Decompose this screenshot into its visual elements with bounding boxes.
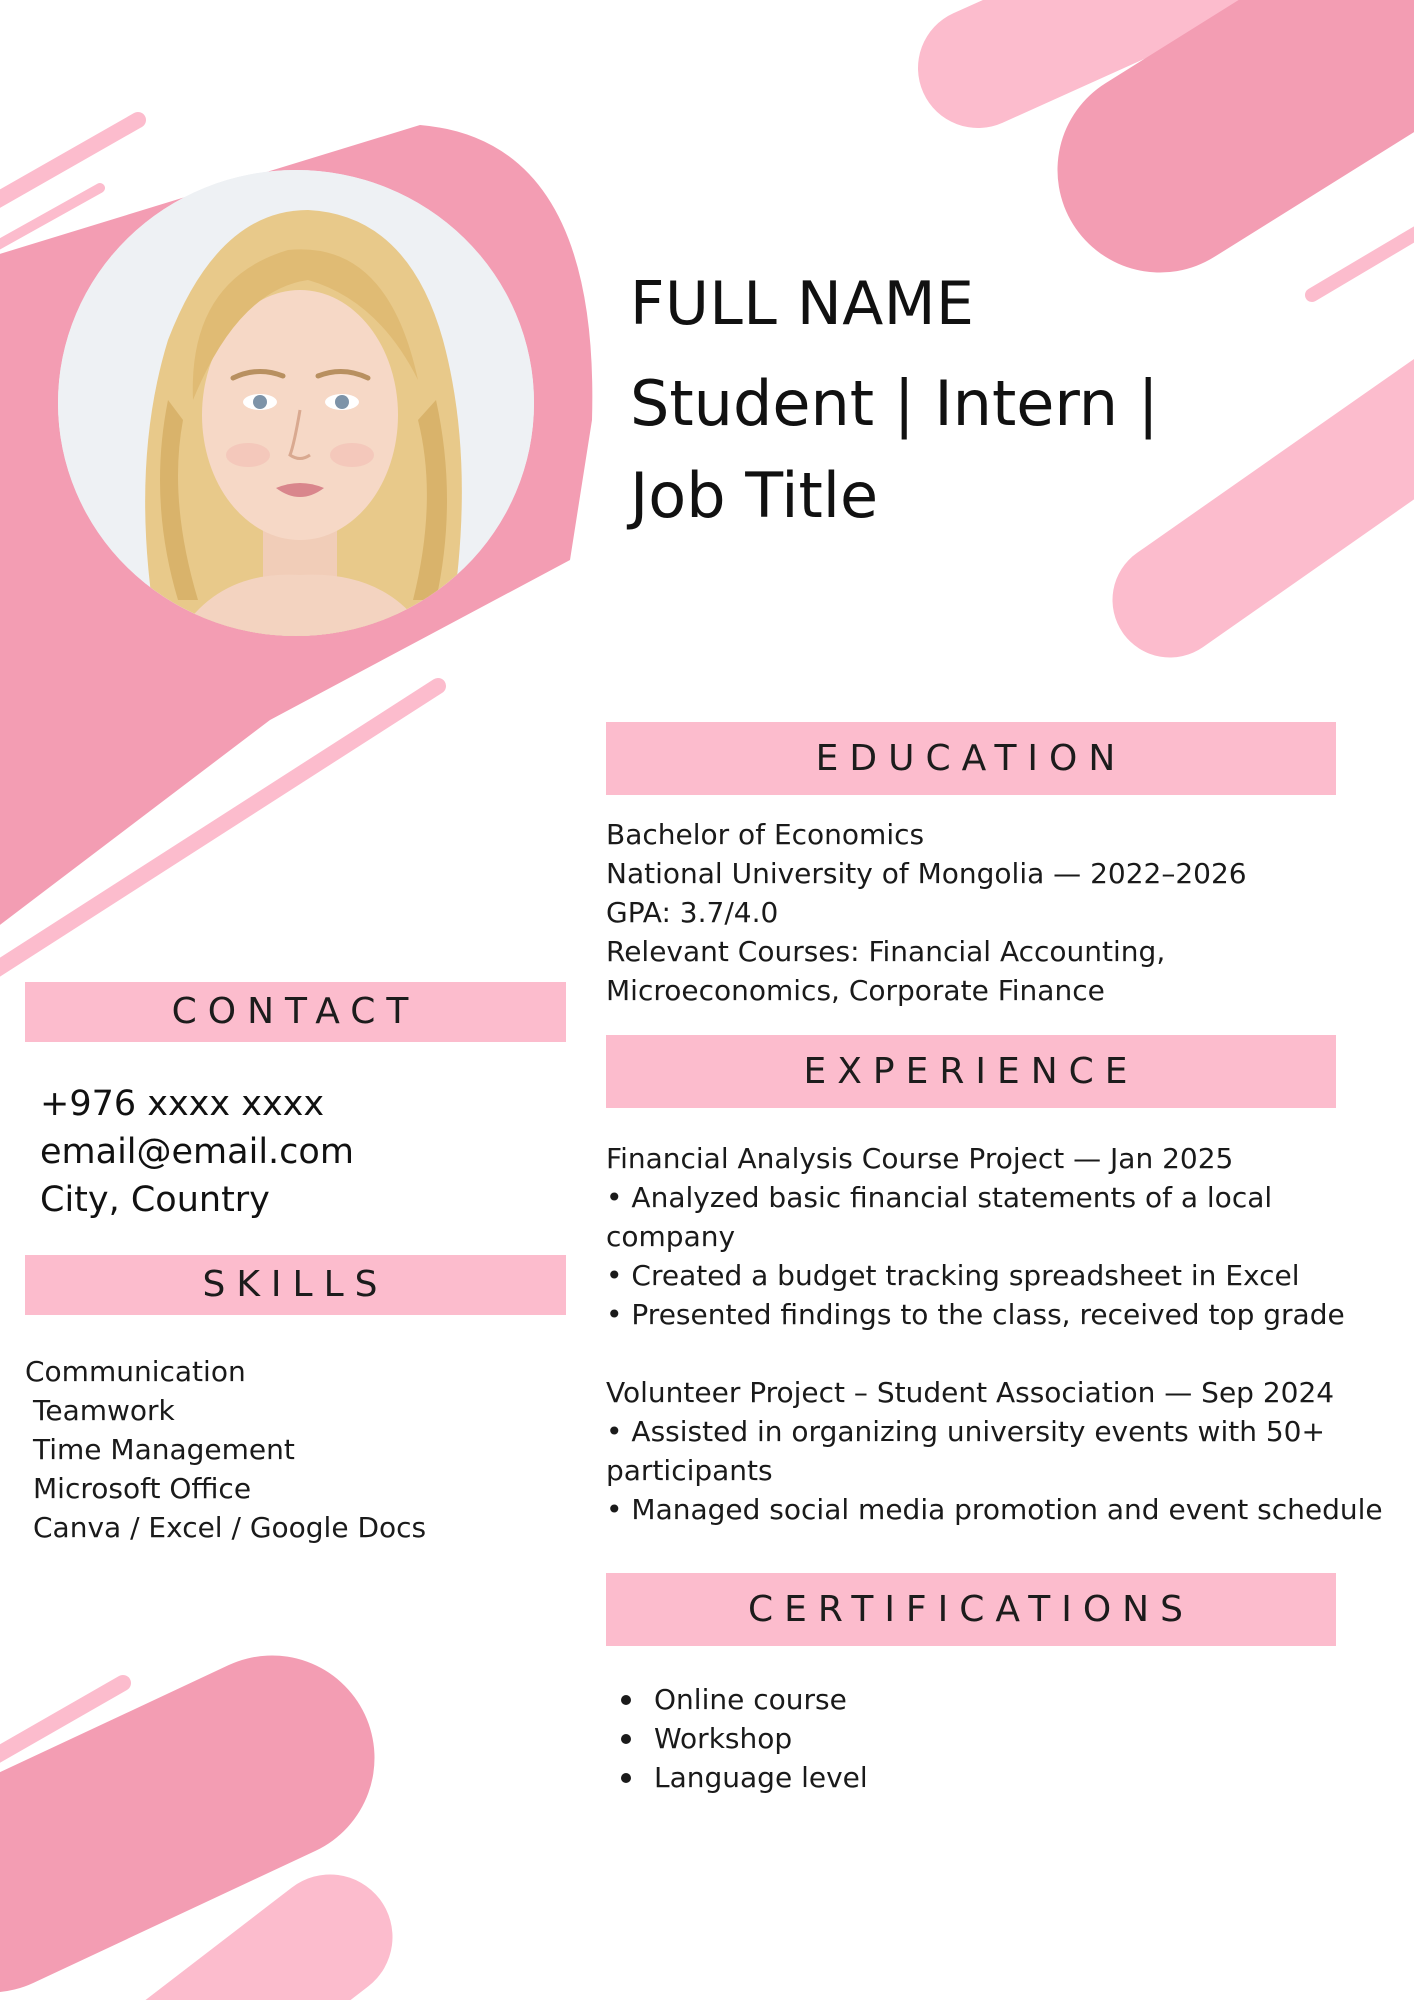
experience-bullet: • Analyzed basic financial statements of a local company <box>606 1181 1273 1253</box>
certification-item <box>606 1680 868 1719</box>
education-heading: EDUCATION <box>606 722 1336 795</box>
experience-title: Financial Analysis Course Project — Jan 2025 <box>606 1142 1234 1175</box>
education-line: GPA: 3.7/4.0 <box>606 896 779 929</box>
skill-item: Time Management <box>33 1433 295 1466</box>
education-line: Relevant Courses: Financial Accounting, <box>606 935 1166 968</box>
profile-photo <box>58 170 534 636</box>
bullet-icon <box>621 1695 631 1705</box>
experience-spacer <box>606 1334 1406 1373</box>
experience-bullet: • Assisted in organizing university events with 50+ participants <box>606 1415 1325 1487</box>
skill-item: Teamwork <box>33 1394 175 1427</box>
certification-label: Workshop <box>654 1722 793 1755</box>
education-line: National University of Mongolia — 2022–2026 <box>606 857 1247 890</box>
education-line: Microeconomics, Corporate Finance <box>606 974 1105 1007</box>
skill-item: Microsoft Office <box>33 1472 252 1505</box>
certification-label: Language level <box>654 1761 868 1794</box>
full-name: FULL NAME <box>630 269 975 339</box>
skills-list <box>25 1352 426 1547</box>
experience-bullet: • Created a budget tracking spreadsheet in Excel <box>606 1259 1300 1292</box>
certification-label: Online course <box>654 1683 847 1716</box>
skill-item: Communication <box>25 1355 246 1388</box>
experience-details <box>606 1139 1406 1529</box>
job-title: Student | Intern | Job Title <box>630 367 1159 532</box>
contact-heading: CONTACT <box>25 982 566 1042</box>
certifications-list <box>606 1680 868 1797</box>
education-line: Bachelor of Economics <box>606 818 925 851</box>
experience-heading: EXPERIENCE <box>606 1035 1336 1108</box>
contact-details <box>40 1080 354 1224</box>
certification-item <box>606 1719 868 1758</box>
certifications-heading: CERTIFICATIONS <box>606 1573 1336 1646</box>
contact-phone: +976 xxxx xxxx <box>40 1084 325 1124</box>
bullet-icon <box>621 1773 631 1783</box>
skill-item: Canva / Excel / Google Docs <box>33 1511 427 1544</box>
contact-email: email@email.com <box>40 1132 354 1172</box>
experience-title: Volunteer Project – Student Association — Sep 2024 <box>606 1376 1335 1409</box>
bullet-icon <box>621 1734 631 1744</box>
certification-item <box>606 1758 868 1797</box>
contact-location: City, Country <box>40 1180 270 1220</box>
education-details <box>606 815 1247 1010</box>
experience-bullet: • Presented findings to the class, received top grade <box>606 1298 1345 1331</box>
skills-heading: SKILLS <box>25 1255 566 1315</box>
experience-bullet: • Managed social media promotion and event schedule <box>606 1493 1383 1526</box>
